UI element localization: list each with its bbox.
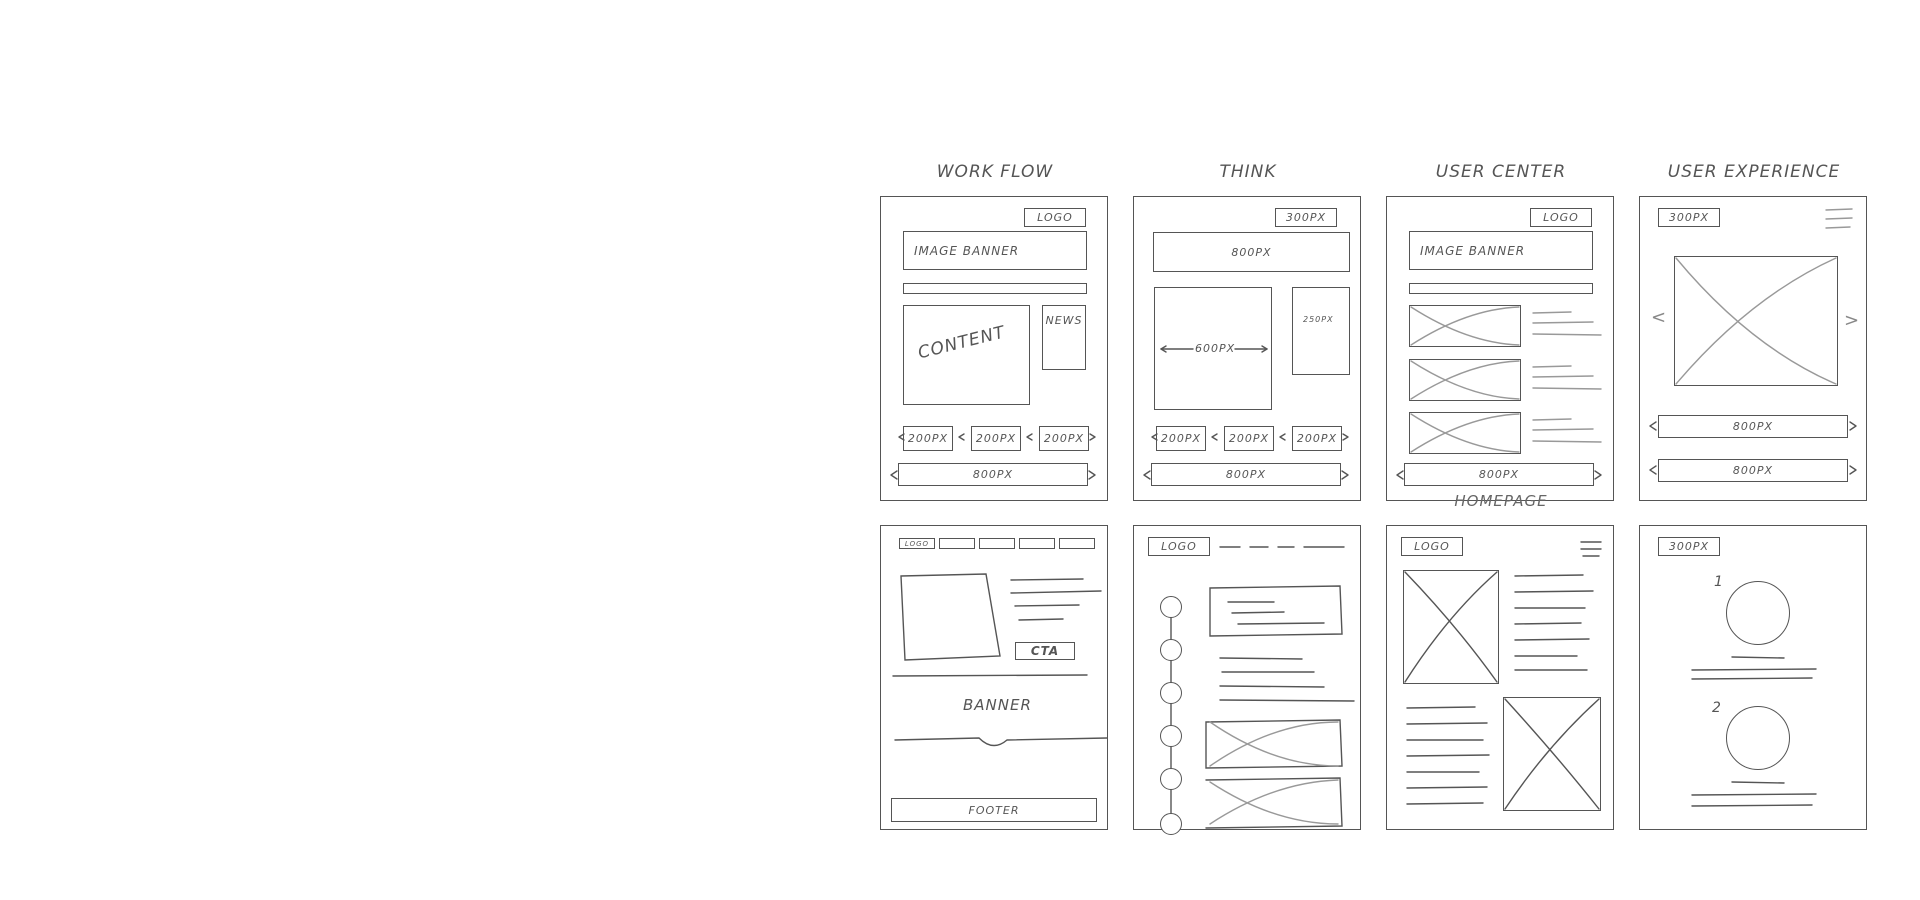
image-banner-label: IMAGE BANNER [914,244,1020,258]
title-work-flow: WORK FLOW [936,162,1054,182]
column-box-3: 200PX [1292,426,1342,451]
timeline-node-1 [1160,596,1182,618]
logo-box: LOGO [899,538,935,549]
wireframe-banner-page [880,525,1108,830]
logo-box: LOGO [1530,208,1592,227]
cta-button[interactable]: CTA [1015,642,1075,660]
dimension-arrows [1640,197,1868,502]
news-box: NEWS [1042,305,1086,370]
step-text-lines [1640,526,1868,831]
next-arrow-icon[interactable]: > [1844,310,1861,331]
logo-width-box: 300PX [1658,208,1720,227]
wireframe-homepage [1386,525,1614,830]
logo-width-box: 300PX [1275,208,1337,227]
title-homepage: HOMEPAGE [1454,492,1548,510]
column-box-3: 200PX [1039,426,1089,451]
wireframe-steps [1639,525,1867,830]
step-number-2: 2 [1712,700,1722,716]
banner-width-box: 800PX [1153,232,1350,272]
hero-sketch [881,526,1109,831]
dimension-arrows [1134,197,1362,502]
logo-width-box: 300PX [1658,537,1720,556]
timeline-node-4 [1160,725,1182,747]
wide-box-2: 800PX [1658,459,1848,482]
wide-box-1: 800PX [1658,415,1848,438]
footer-box: FOOTER [891,798,1097,822]
column-box-2: 200PX [971,426,1021,451]
title-think: THINK [1219,162,1277,182]
main-column-label: 600PX [1195,342,1236,355]
wireframe-work-flow [880,196,1108,501]
wireframe-think [1133,196,1361,501]
homepage-sketch [1387,526,1615,831]
timeline-node-3 [1160,682,1182,704]
side-column-label: 250PX [1303,315,1334,324]
column-box-1: 200PX [903,426,953,451]
prev-arrow-icon[interactable]: < [1651,307,1668,328]
content-label: CONTENT [916,322,1008,364]
step-number-1: 1 [1714,574,1724,590]
logo-box: LOGO [1401,537,1463,556]
logo-box: LOGO [1024,208,1086,227]
wireframe-user-center [1386,196,1614,501]
wireframe-timeline [1133,525,1361,830]
column-box-2: 200PX [1224,426,1274,451]
title-user-center: USER CENTER [1435,162,1567,182]
logo-box: LOGO [1148,537,1210,556]
wide-box: 800PX [1151,463,1341,486]
wireframe-user-experience [1639,196,1867,501]
wide-box: 800PX [1404,463,1594,486]
wide-box: 800PX [898,463,1088,486]
column-box-1: 200PX [1156,426,1206,451]
timeline-node-5 [1160,768,1182,790]
image-banner-label: IMAGE BANNER [1420,244,1526,258]
banner-label: BANNER [963,696,1032,714]
timeline-node-2 [1160,639,1182,661]
sketch-lines [1387,197,1615,502]
dimension-arrows [881,197,1109,502]
timeline-node-6 [1160,813,1182,835]
title-user-experience: USER EXPERIENCE [1667,162,1841,182]
